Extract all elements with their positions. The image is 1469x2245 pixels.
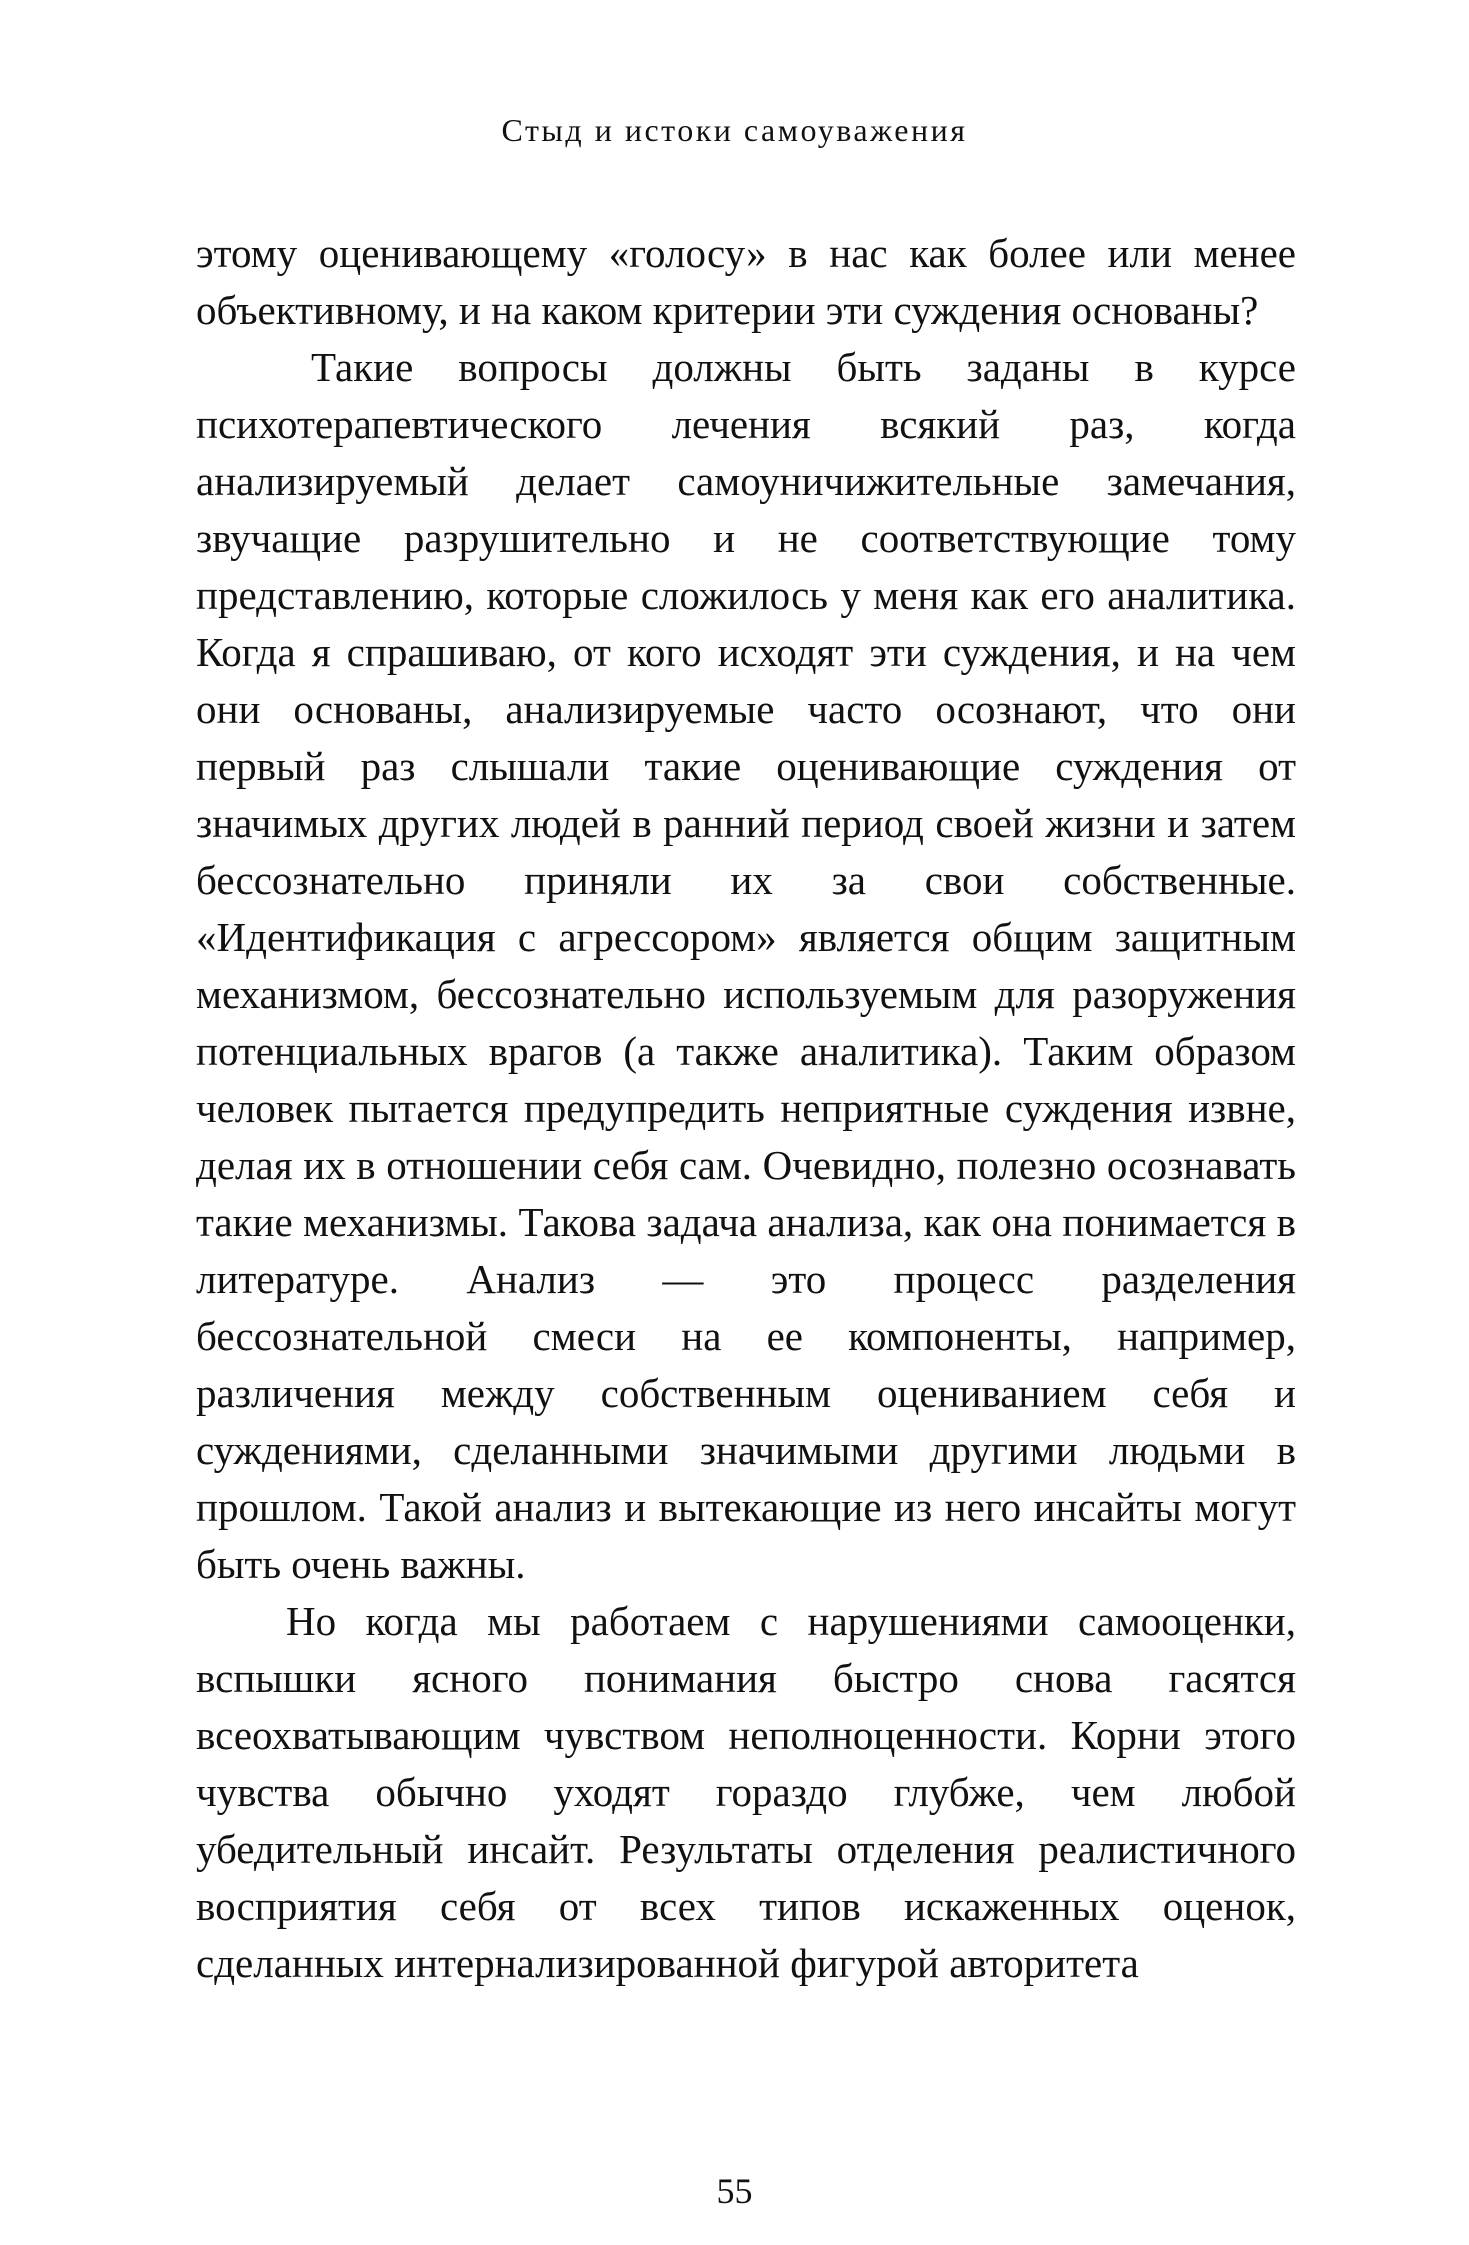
body-text (196, 225, 1296, 1992)
paragraph-continuation: этому оценивающему «голосу» в нас как более или менее объективному, и на каком критерии эти суждения основаны? (196, 230, 1296, 333)
paragraph-questions: Такие вопросы должны быть заданы в курсе психотерапевтического лечения всякий раз, когда анализируемый делает самоуничижительные замечания, звучащие разрушительно и не соответствующие тому представлению, которые сложилось у меня как его аналитика. Когда я спрашиваю, от кого исходят эти суждения, и на чем они основаны, анализируемые часто осознают, что они первый раз слышали такие оценивающие суждения от значимых других людей в ранний период своей жизни и затем бессознательно приняли их за свои собственные. «Идентификация с агрессором» является общим защитным механизмом, бессознательно используемым для разоружения потенциальных врагов (а также аналитика). Таким образом человек пытается предупредить неприятные суждения извне, делая их в отношении себя сам. Очевидно, полезно осознавать такие механизмы. Такова задача анализа, как она понимается в литературе. Анализ — это процесс разделения бессознательной смеси на ее компоненты, например, различения между собственным оцениванием себя и суждениями, сделанными значимыми другими людьми в прошлом. Такой анализ и вытекающие из него инсайты могут быть очень важны. (196, 344, 1296, 1587)
running-header: Стыд и истоки самоуважения (501, 112, 968, 148)
paragraph-self-esteem: Но когда мы работаем с нарушениями самооценки, вспышки ясного понимания быстро снова гасятся всеохватывающим чувством неполноценности. Корни этого чувства обычно уходят гораздо глубже, чем любой убедительный инсайт. Результаты отделения реалистичного восприятия себя от всех типов искаженных оценок, сделанных интернализированной фигурой авторитета (196, 1598, 1296, 1986)
page-number: 55 (716, 2171, 753, 2211)
